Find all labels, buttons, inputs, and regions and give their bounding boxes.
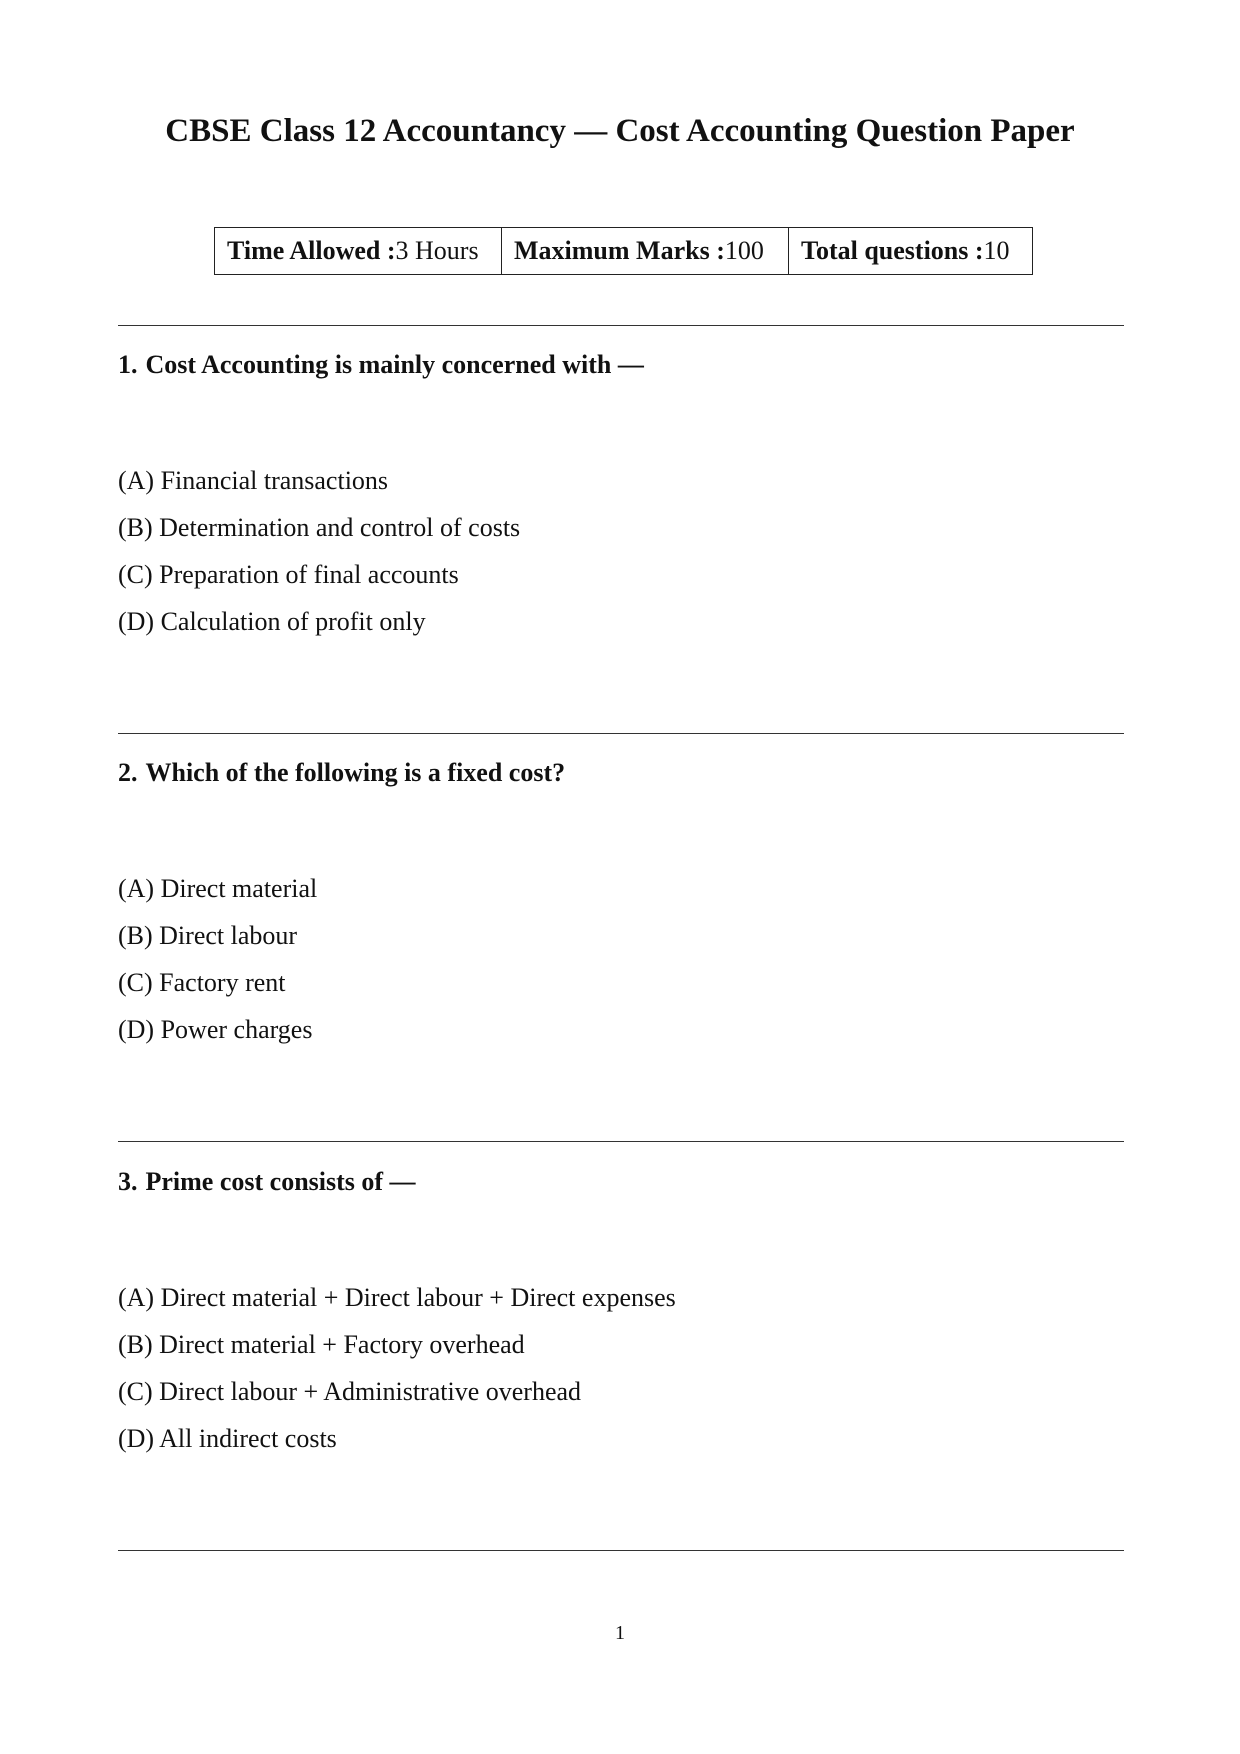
option-d: (D) Power charges <box>118 1015 313 1044</box>
question-number: 2. <box>118 758 138 787</box>
option-d: (D) All indirect costs <box>118 1424 337 1453</box>
question-prompt: Cost Accounting is mainly concerned with — <box>145 350 644 379</box>
page-title: CBSE Class 12 Accountancy — Cost Accounting Question Paper <box>165 113 1075 149</box>
page-number: 1 <box>615 1622 625 1644</box>
option-list <box>118 1281 676 1469</box>
option-a: (A) Direct material + Direct labour + Direct expenses <box>118 1283 676 1312</box>
question-number: 3. <box>118 1167 138 1196</box>
divider <box>118 1141 1124 1142</box>
total-questions-label: Total questions : <box>801 236 984 265</box>
time-allowed-label: Time Allowed : <box>227 236 396 265</box>
option-b: (B) Direct labour <box>118 921 298 950</box>
question-text <box>118 756 1124 790</box>
option-c: (C) Preparation of final accounts <box>118 560 459 589</box>
question-prompt: Which of the following is a fixed cost? <box>145 758 566 787</box>
option-a: (A) Direct material <box>118 874 318 903</box>
option-b: (B) Determination and control of costs <box>118 513 521 542</box>
option-a: (A) Financial transactions <box>118 466 389 495</box>
option-b: (B) Direct material + Factory overhead <box>118 1330 525 1359</box>
option-d: (D) Calculation of profit only <box>118 607 426 636</box>
option-c: (C) Direct labour + Administrative overhead <box>118 1377 582 1406</box>
option-list <box>118 872 317 1060</box>
question-1 <box>118 348 1124 636</box>
maximum-marks-label: Maximum Marks : <box>514 236 725 265</box>
option-c: (C) Factory rent <box>118 968 286 997</box>
question-text <box>118 348 1124 382</box>
question-3 <box>118 1165 1124 1453</box>
exam-info-table <box>214 227 1033 275</box>
option-list <box>118 464 520 652</box>
time-allowed-value: 3 Hours <box>395 236 479 265</box>
divider <box>118 1550 1124 1551</box>
question-text <box>118 1165 1124 1199</box>
question-prompt: Prime cost consists of — <box>145 1167 416 1196</box>
question-number: 1. <box>118 350 138 379</box>
maximum-marks-value: 100 <box>724 236 764 265</box>
exam-info-row <box>215 228 1033 275</box>
maximum-marks-cell <box>502 228 789 275</box>
divider <box>118 733 1124 734</box>
total-questions-cell <box>789 228 1033 275</box>
divider <box>118 325 1124 326</box>
total-questions-value: 10 <box>983 236 1010 265</box>
time-allowed-cell <box>215 228 502 275</box>
question-2 <box>118 756 1124 1044</box>
